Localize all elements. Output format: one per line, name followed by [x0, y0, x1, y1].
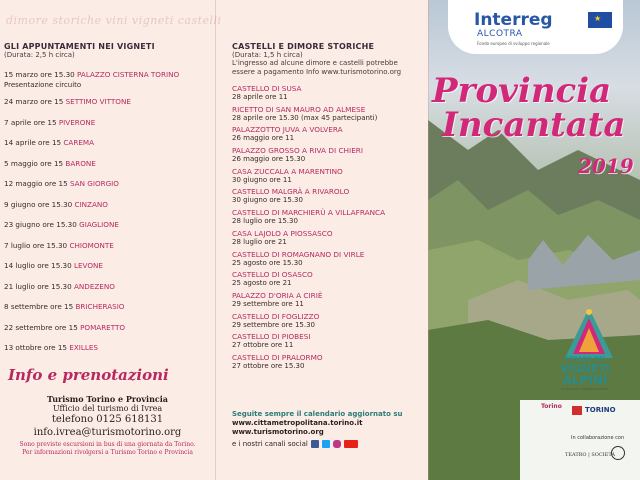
- info-office: Ufficio del turismo di Ivrea: [52, 404, 163, 413]
- strada-vigneti-logo-icon: [563, 304, 615, 360]
- castelli-date: 28 aprile ore 11: [232, 93, 288, 101]
- castelli-date: 27 ottobre ore 15.30: [232, 361, 305, 370]
- vigneti-item: [4, 118, 214, 139]
- castelli-title: CASTELLI E DIMORE STORICHE: [232, 42, 375, 51]
- strada-line-2: VIGNETI: [560, 362, 610, 375]
- castelli-item: [232, 229, 422, 250]
- link-turismo-torino[interactable]: www.turismotorino.org: [232, 428, 324, 436]
- strada-line-3: ALPINI: [562, 373, 608, 387]
- vigneti-item: [4, 261, 214, 282]
- vigneti-date: 14 luglio ore 15.30: [4, 261, 72, 270]
- vigneti-item: [4, 323, 214, 344]
- castelli-date: 28 luglio ore 15.30: [232, 217, 298, 226]
- vigneti-title: GLI APPUNTAMENTI NEI VIGNETI: [4, 42, 155, 51]
- castelli-item: [232, 146, 422, 167]
- vigneti-place: ANDEZENO: [74, 281, 115, 291]
- castelli-item: [232, 167, 422, 188]
- info-title: Info e prenotazioni: [8, 366, 169, 384]
- castelli-note: L'ingresso ad alcune dimore e castelli potrebbe essere a pagamento Info www.turismotorino.org: [232, 59, 402, 76]
- castelli-place: CASTELLO DI SUSA: [232, 84, 302, 93]
- fold-divider: [428, 0, 429, 480]
- castelli-item: [232, 312, 422, 333]
- vigneti-place: PALAZZO CISTERNA TORINO: [77, 70, 180, 79]
- link-citta-metropolitana[interactable]: www.cittametropolitana.torino.it: [232, 419, 363, 427]
- castelli-item: [232, 250, 422, 271]
- castelli-place: CASTELLO MALGRÀ A RIVAROLO: [232, 187, 350, 197]
- castelli-place: PALAZZOTTO JUVA A VOLVERA: [232, 125, 343, 135]
- vigneti-item: [4, 70, 214, 97]
- vigneti-date: 23 giugno ore 15.30: [4, 220, 77, 229]
- vigneti-place: GIAGLIONE: [79, 220, 119, 229]
- fund-label: Fondo europeo di sviluppo regionale: [477, 41, 550, 46]
- vigneti-item: [4, 282, 214, 303]
- banner-watermark: dimore storiche vini vigneti castelli: [6, 14, 222, 27]
- metro-logo: TORINO: [585, 406, 616, 414]
- vigneti-date: 15 marzo ore 15.30: [4, 70, 75, 79]
- interreg-logo: Interreg: [474, 10, 553, 30]
- castelli-date: 30 giugno ore 11: [232, 175, 292, 184]
- castelli-place: PALAZZO D'ORIA A CIRIÈ: [232, 290, 323, 300]
- turin-logo: Torino: [541, 403, 562, 410]
- castelli-place: CASTELLO DI ROMAGNANO DI VIRLE: [232, 249, 365, 259]
- castelli-place: CASA LAJOLO A PIOSSASCO: [232, 228, 333, 238]
- vigneti-date: 12 maggio ore 15: [4, 179, 68, 188]
- castelli-place: CASTELLO DI PRALORMO: [232, 352, 323, 362]
- vigneti-place: CAREMA: [63, 138, 94, 147]
- vigneti-extra: Presentazione circuito: [4, 81, 82, 89]
- castelli-item: [232, 332, 422, 353]
- castelli-date: 28 aprile ore 15.30 (max 45 partecipanti): [232, 113, 378, 122]
- vigneti-item: [4, 97, 214, 118]
- cover-title-provincia: Provincia: [432, 71, 612, 111]
- twitter-icon[interactable]: [322, 440, 330, 448]
- vigneti-place: SAN GIORGIO: [69, 179, 119, 188]
- info-email[interactable]: info.ivrea@turismotorino.org: [33, 427, 182, 438]
- cover-year: 2019: [578, 154, 634, 178]
- collab-label: In collaborazione con: [571, 435, 625, 441]
- strada-line-4: ROUTE DES VIGNOBLES ALPINS: [561, 387, 609, 391]
- youtube-icon[interactable]: [344, 440, 358, 448]
- castelli-place: CASA ZUCCALA A MARENTINO: [232, 166, 343, 176]
- vigneti-item: [4, 343, 214, 364]
- vigneti-date: 7 aprile ore 15: [4, 117, 57, 127]
- info-org: Turismo Torino e Provincia: [47, 394, 168, 404]
- castelli-list: [232, 84, 422, 374]
- instagram-icon[interactable]: [333, 440, 341, 448]
- castelli-date: 25 agosto ore 21: [232, 279, 292, 288]
- vigneti-place: EXILLES: [69, 343, 98, 352]
- vigneti-place: CHIOMONTE: [69, 240, 114, 250]
- castelli-item: [232, 208, 422, 229]
- vigneti-date: 21 luglio ore 15.30: [4, 281, 72, 291]
- vigneti-date: 5 maggio ore 15: [4, 158, 64, 168]
- vigneti-header: [4, 42, 155, 59]
- castelli-date: 28 luglio ore 21: [232, 237, 287, 246]
- castelli-date: 27 ottobre ore 11: [232, 341, 294, 350]
- vigneti-date: 24 marzo ore 15: [4, 97, 64, 106]
- vigneti-item: [4, 138, 214, 159]
- partner-circle-icon: [611, 446, 625, 460]
- castelli-duration: (Durata: 1,5 h circa): [232, 51, 303, 59]
- vigneti-date: 13 ottobre ore 15: [4, 343, 67, 352]
- strada-line-1: STRADA DEI: [564, 356, 606, 363]
- cover-title-incantata: Incantata: [442, 105, 626, 145]
- alcotra-label: ALCOTRA: [477, 29, 523, 39]
- castelli-item: [232, 291, 422, 312]
- strada-label: [545, 356, 625, 391]
- castelli-item: [232, 84, 422, 105]
- info-phone[interactable]: telefono 0125 618131: [51, 414, 164, 425]
- castelli-item: [232, 187, 422, 208]
- vigneti-place: SETTIMO VITTONE: [65, 97, 131, 106]
- metro-flag-icon: [572, 406, 582, 415]
- castelli-item: [232, 353, 422, 374]
- vigneti-date: 14 aprile ore 15: [4, 138, 62, 147]
- castelli-date: 26 maggio ore 11: [232, 134, 295, 143]
- castelli-header: [232, 42, 422, 77]
- vigneti-date: 7 luglio ore 15.30: [4, 240, 68, 250]
- castelli-place: RICETTO DI SAN MAURO AD ALMESE: [232, 104, 366, 114]
- follow-block: [232, 410, 422, 448]
- castelli-date: 29 settembre ore 15.30: [232, 320, 315, 329]
- teatro-logo: TEATRO | SOCIETÀ: [565, 452, 616, 458]
- info-block: [0, 394, 215, 457]
- castelli-place: CASTELLO DI MARCHIERÙ A VILLAFRANCA: [232, 208, 386, 218]
- vigneti-item: [4, 159, 214, 180]
- facebook-icon[interactable]: [311, 440, 319, 448]
- info-note-2: Per informazioni rivolgersi a Turismo Torino e Provincia: [22, 449, 193, 456]
- vigneti-place: BRICHERASIO: [75, 302, 125, 311]
- castelli-place: PALAZZO GROSSO A RIVA DI CHIERI: [232, 146, 364, 156]
- social-label: e i nostri canali social: [232, 440, 308, 448]
- castelli-place: CASTELLO DI FOGLIZZO: [232, 311, 320, 321]
- social-row: [232, 440, 422, 448]
- vigneti-place: LEVONE: [74, 261, 103, 270]
- vigneti-date: 8 settembre ore 15: [4, 302, 74, 311]
- vigneti-list: [4, 70, 214, 364]
- castelli-place: CASTELLO DI PIOBESI: [232, 332, 311, 342]
- vigneti-item: [4, 200, 214, 221]
- vigneti-duration: (Durata: 2,5 h circa): [4, 51, 75, 59]
- castelli-date: 26 maggio ore 15.30: [232, 155, 306, 164]
- vigneti-place: BARONE: [65, 158, 96, 168]
- castelli-item: [232, 270, 422, 291]
- vigneti-item: [4, 220, 214, 241]
- fold-divider: [215, 0, 216, 480]
- castelli-date: 25 agosto ore 15.30: [232, 258, 303, 267]
- vigneti-item: [4, 302, 214, 323]
- castelli-date: 29 settembre ore 11: [232, 299, 304, 308]
- vigneti-place: POMARETTO: [80, 322, 126, 332]
- follow-title: Seguite sempre il calendario aggiornato su: [232, 410, 403, 418]
- castelli-place: CASTELLO DI OSASCO: [232, 270, 313, 280]
- vigneti-date: 9 giugno ore 15.30: [4, 199, 73, 209]
- castelli-item: [232, 105, 422, 126]
- vigneti-date: 22 settembre ore 15: [4, 322, 78, 332]
- vigneti-place: PIVERONE: [58, 117, 96, 127]
- vigneti-place: CINZANO: [74, 199, 108, 209]
- eu-flag-icon: ★: [588, 12, 612, 28]
- vigneti-item: [4, 179, 214, 200]
- castelli-date: 30 giugno ore 15.30: [232, 196, 303, 205]
- castelli-item: [232, 125, 422, 146]
- vigneti-item: [4, 241, 214, 262]
- info-note-1: Sono previste escursioni in bus di una giornata da Torino.: [19, 441, 196, 448]
